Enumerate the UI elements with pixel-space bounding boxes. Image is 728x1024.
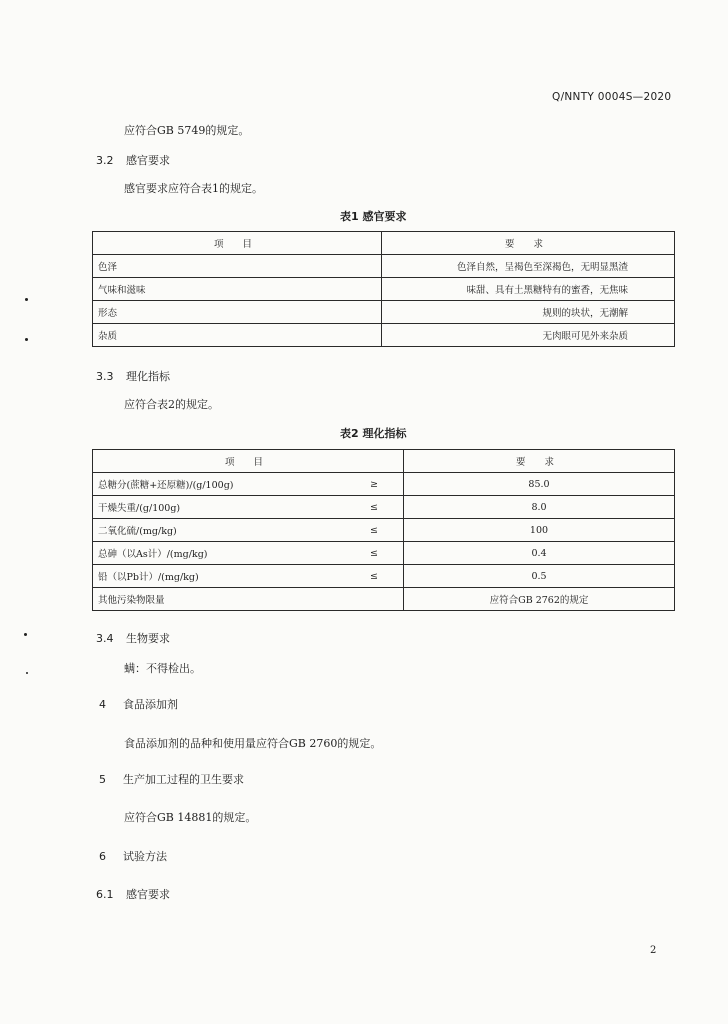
column-header: 项 目 (93, 232, 382, 255)
operator-cell: ≥ (365, 473, 404, 496)
section-number: 6.1 (96, 888, 114, 901)
item-cell: 二氧化硫/(mg/kg) (93, 519, 366, 542)
item-cell: 干燥失重/(g/100g) (93, 496, 366, 519)
value-cell: 0.4 (404, 542, 675, 565)
section-heading-6 (99, 848, 167, 864)
section-number: 3.4 (96, 632, 114, 645)
operator-cell: ≤ (365, 519, 404, 542)
standard-code: Q/NNTY 0004S—2020 (552, 91, 672, 103)
scan-speck (25, 338, 28, 341)
section-heading-6-1 (96, 886, 170, 902)
requirement-cell: 味甜、具有土黑糖特有的蜜香，无焦味 (382, 278, 675, 301)
value-cell: 85.0 (404, 473, 675, 496)
table-row (93, 301, 675, 324)
table-header-row (93, 450, 675, 473)
section-heading-3-3 (96, 368, 170, 384)
section-title: 理化指标 (126, 370, 170, 383)
table-caption: 表2 理化指标 (340, 427, 407, 440)
table-caption: 表1 感官要求 (340, 210, 407, 223)
paragraph: 螨：不得检出。 (124, 662, 201, 675)
section-title: 试验方法 (123, 850, 167, 863)
section-heading-4 (99, 696, 178, 712)
requirement-cell: 色泽自然，呈褐色至深褐色，无明显黑渣 (382, 255, 675, 278)
section-title: 生物要求 (126, 632, 170, 645)
table-row (93, 324, 675, 347)
item-cell: 其他污染物限量 (93, 588, 366, 611)
section-heading-3-4 (96, 630, 170, 646)
paragraph: 应符合表2的规定。 (124, 398, 219, 411)
scan-speck (26, 672, 28, 674)
item-cell: 总糖分(蔗糖+还原糖)/(g/100g) (93, 473, 366, 496)
section-number: 3.2 (96, 154, 114, 167)
column-header: 项 目 (93, 450, 404, 473)
operator-cell: ≤ (365, 542, 404, 565)
table-row (93, 496, 675, 519)
section-title: 生产加工过程的卫生要求 (123, 773, 244, 786)
item-cell: 总砷（以As计）/(mg/kg) (93, 542, 366, 565)
item-cell: 形态 (93, 301, 382, 324)
scan-speck (25, 298, 28, 301)
scan-speck (24, 633, 27, 636)
table-row (93, 255, 675, 278)
section-title: 感官要求 (126, 888, 170, 901)
table-row (93, 565, 675, 588)
table-row (93, 278, 675, 301)
value-cell: 应符合GB 2762的规定 (404, 588, 675, 611)
section-number: 4 (99, 698, 106, 711)
physicochemical-table (92, 449, 675, 611)
section-number: 3.3 (96, 370, 114, 383)
table-row (93, 542, 675, 565)
operator-cell: ≤ (365, 565, 404, 588)
item-cell: 铅（以Pb计）/(mg/kg) (93, 565, 366, 588)
section-number: 5 (99, 773, 106, 786)
item-cell: 色泽 (93, 255, 382, 278)
value-cell: 100 (404, 519, 675, 542)
requirement-cell: 无肉眼可见外来杂质 (382, 324, 675, 347)
section-title: 食品添加剂 (123, 698, 178, 711)
value-cell: 0.5 (404, 565, 675, 588)
table-header-row (93, 232, 675, 255)
operator-cell: ≤ (365, 496, 404, 519)
table-row (93, 588, 675, 611)
section-title: 感官要求 (126, 154, 170, 167)
section-number: 6 (99, 850, 106, 863)
section-heading-3-2 (96, 152, 170, 168)
requirement-cell: 规则的块状，无潮解 (382, 301, 675, 324)
paragraph: 应符合GB 14881的规定。 (124, 811, 257, 824)
column-header: 要 求 (382, 232, 675, 255)
paragraph: 感官要求应符合表1的规定。 (124, 182, 263, 195)
item-cell: 杂质 (93, 324, 382, 347)
paragraph: 食品添加剂的品种和使用量应符合GB 2760的规定。 (124, 737, 382, 750)
table-row (93, 473, 675, 496)
value-cell: 8.0 (404, 496, 675, 519)
operator-cell (365, 588, 404, 611)
sensory-requirements-table (92, 231, 675, 347)
item-cell: 气味和滋味 (93, 278, 382, 301)
page-number: 2 (650, 945, 657, 956)
paragraph: 应符合GB 5749的规定。 (124, 124, 250, 137)
column-header: 要 求 (404, 450, 675, 473)
table-row (93, 519, 675, 542)
section-heading-5 (99, 771, 244, 787)
